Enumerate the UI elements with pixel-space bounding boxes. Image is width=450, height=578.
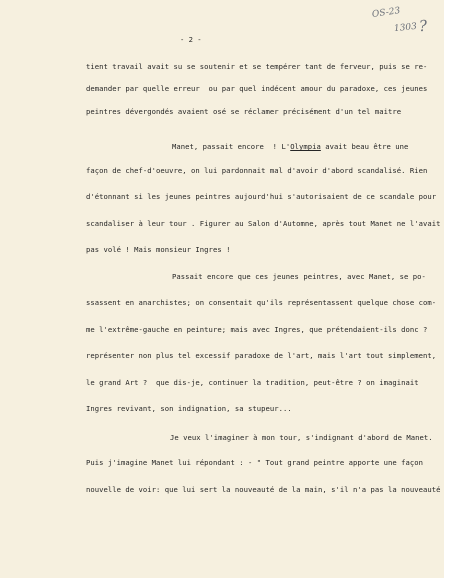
olympia-title: Olympia xyxy=(290,142,321,151)
question-mark-note: ? xyxy=(418,16,428,36)
text-line: Je veux l'imaginer à mon tour, s'indignant d'abord de Manet. xyxy=(170,433,433,442)
text-line: me l'extrême-gauche en peinture; mais avec Ingres, que prétendaient-ils donc ? xyxy=(86,325,428,334)
manet-sentence: Manet, passait encore ! xyxy=(172,142,278,151)
year-note: 1303 xyxy=(393,21,418,35)
olympia-suffix: avait beau être une xyxy=(320,142,409,151)
text-line: Passait encore que ces jeunes peintres, avec Manet, se po- xyxy=(172,272,426,281)
text-line: ssassent en anarchistes; on consentait qu'ils représentassent quelque chose com- xyxy=(86,298,437,307)
text-line: peintres dévergondés avaient osé se réclamer précisément d'un tel maitre xyxy=(86,107,402,116)
text-line xyxy=(172,142,408,151)
text-line: Puis j'imagine Manet lui répondant : - " Tout grand peintre apporte une façon xyxy=(86,458,424,467)
text-line: pas volé ! Mais monsieur Ingres ! xyxy=(86,245,231,254)
text-line: tient travail avait su se soutenir et se tempérer tant de ferveur, puis se re- xyxy=(86,62,428,71)
text-line: scandaliser à leur tour . Figurer au Salon d'Automne, après tout Manet ne l'avait xyxy=(86,219,441,228)
page-number: - 2 - xyxy=(180,35,202,44)
olympia-prefix: L' xyxy=(281,142,291,151)
text-line: le grand Art ? que dis-je, continuer la tradition, peut-être ? on imaginait xyxy=(86,378,419,387)
archive-reference-note: OS-23 xyxy=(371,6,401,20)
text-line: nouvelle de voir: que lui sert la nouveauté de la main, s'il n'a pas la nouveauté xyxy=(86,485,441,494)
text-line: façon de chef-d'oeuvre, on lui pardonnait mal d'avoir d'abord scandalisé. Rien xyxy=(86,166,428,175)
text-line: représenter non plus tel excessif paradoxe de l'art, mais l'art tout simplement, xyxy=(86,351,437,360)
text-line: demander par quelle erreur ou par quel indécent amour du paradoxe, ces jeunes xyxy=(86,84,428,93)
text-line: d'étonnant si les jeunes peintres aujourd'hui s'autorisaient de ce scandale pour xyxy=(86,192,437,201)
text-line: Ingres revivant, son indignation, sa stupeur... xyxy=(86,404,292,413)
